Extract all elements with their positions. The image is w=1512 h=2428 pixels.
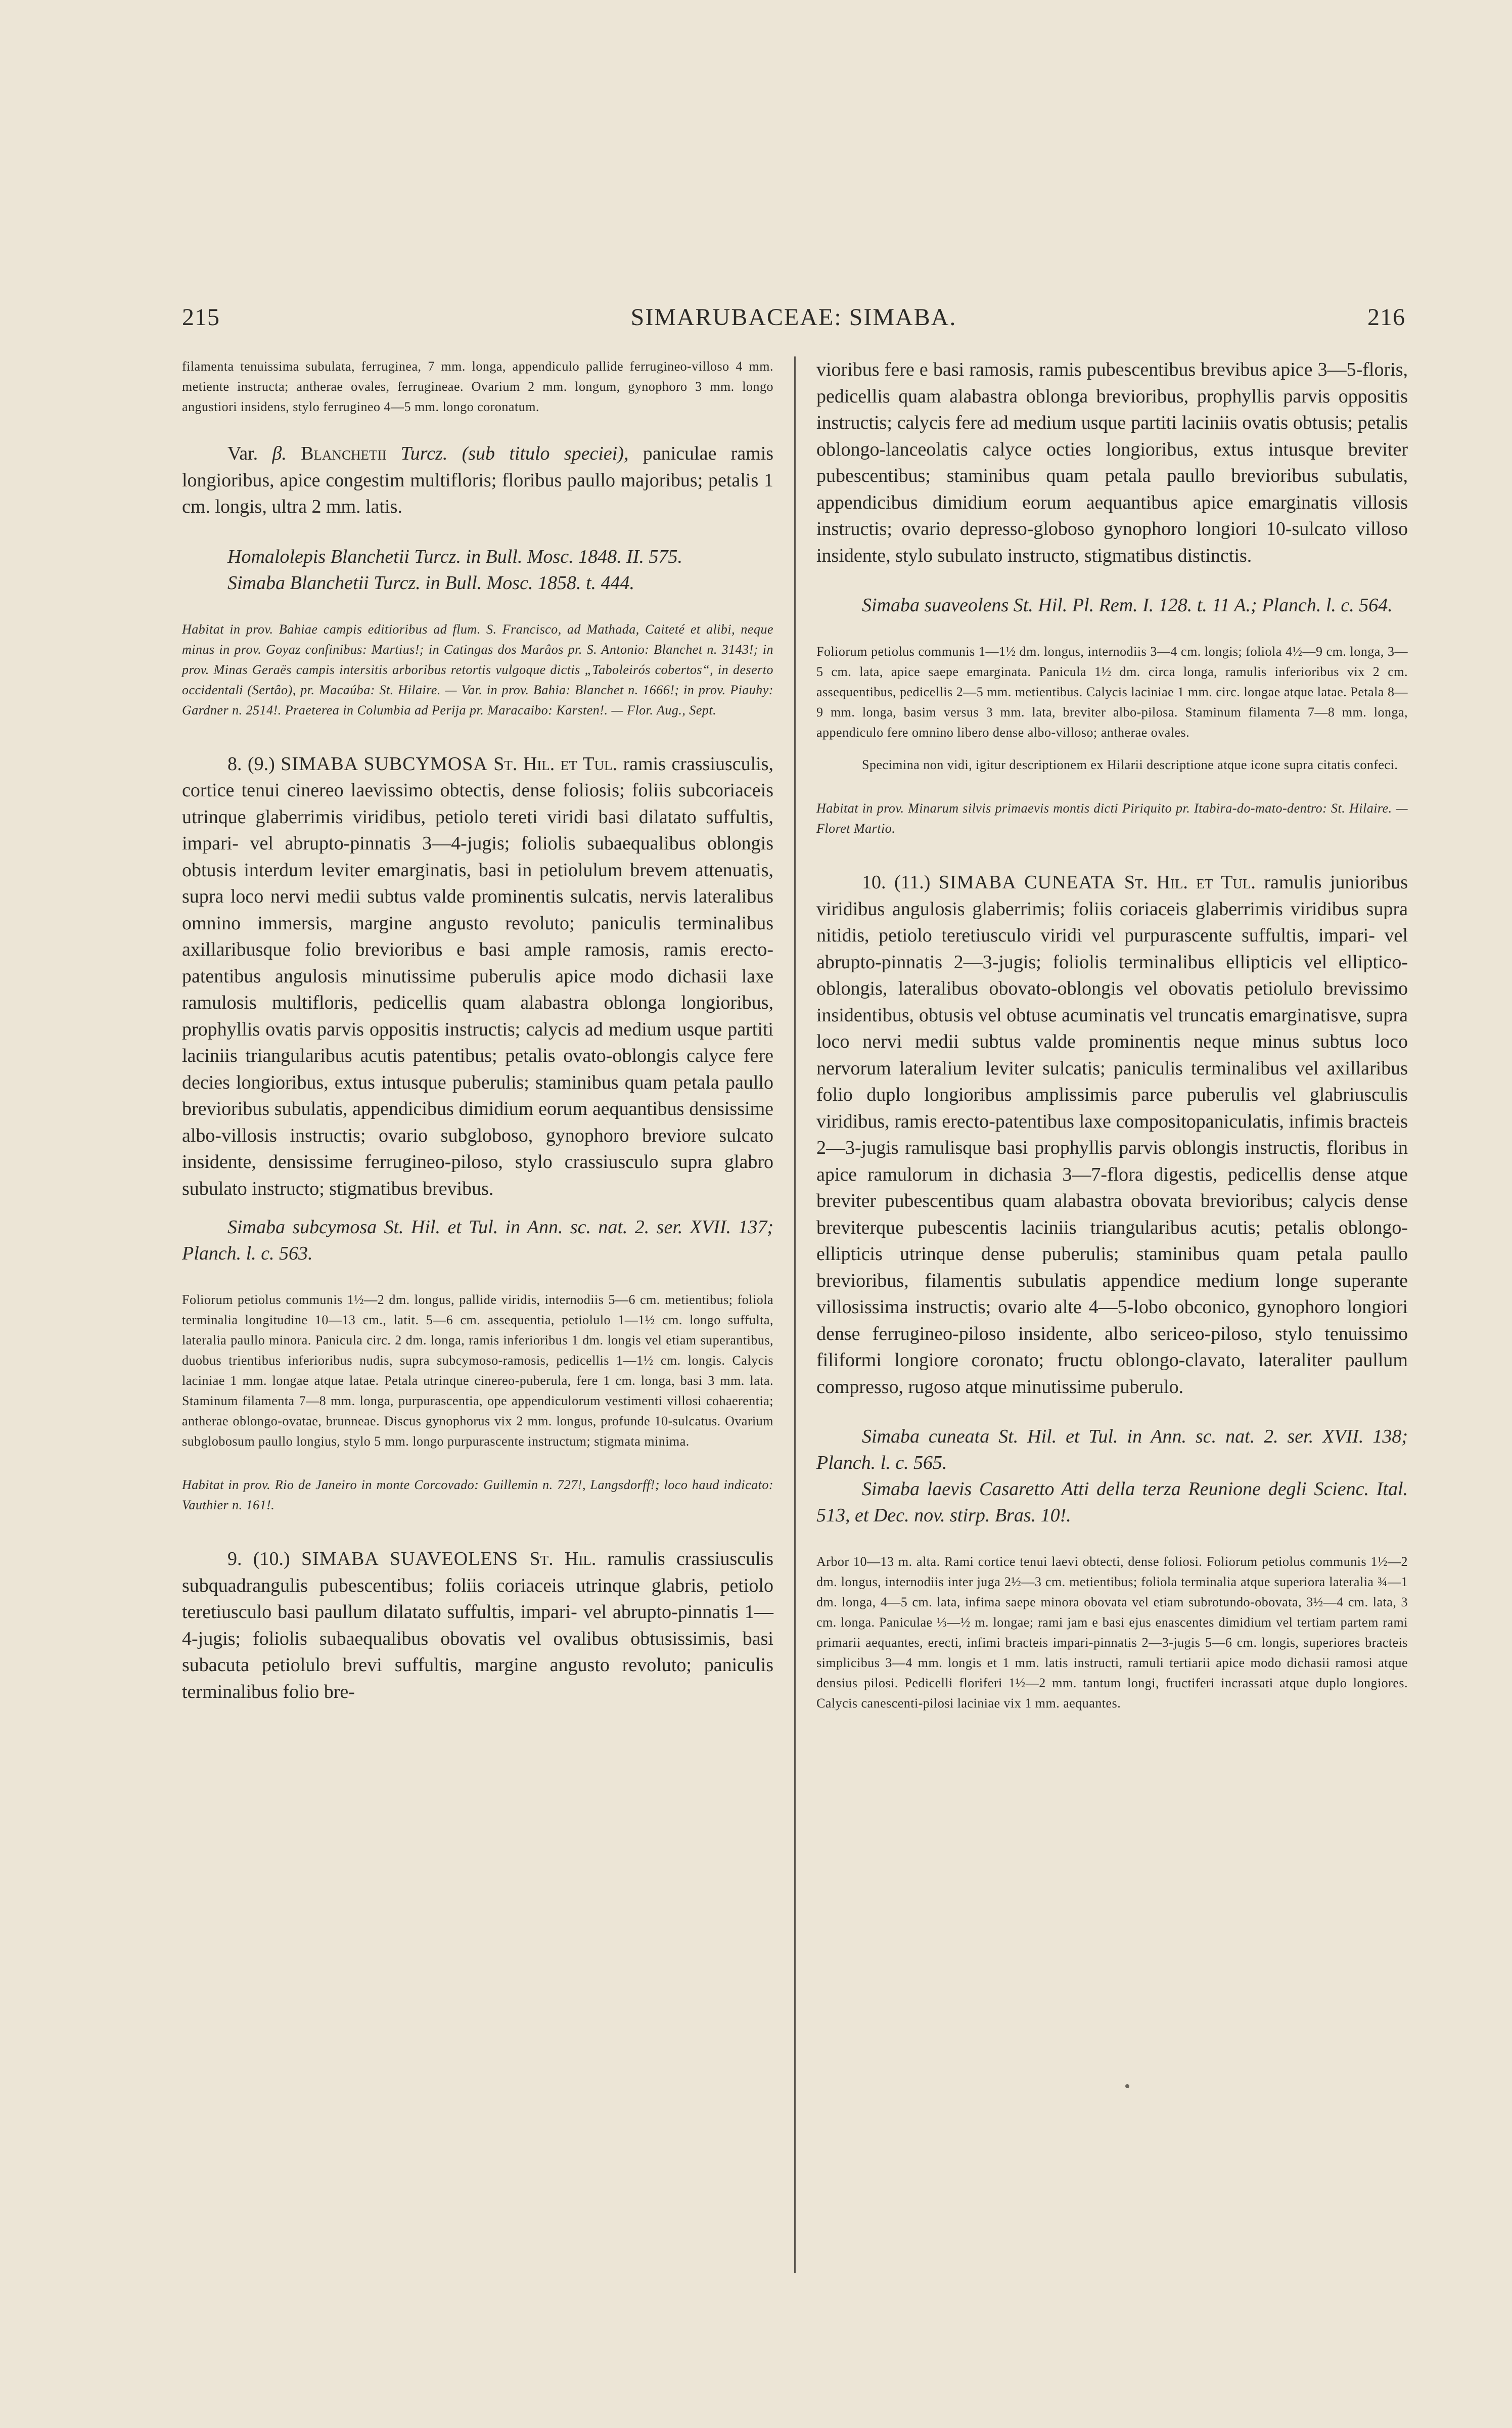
species-8-author: St. Hil. et Tul. [493,753,618,775]
right-column [816,356,1408,1714]
species-9-note: Specimina non vidi, igitur descriptionem ex Hilarii descriptione atque icone supra citatis confeci. [862,757,1398,772]
variety-beta [182,440,773,520]
species-10-synonym-cuneata: Simaba cuneata St. Hil. et Tul. in Ann. sc. nat. 2. ser. XVII. 138; Planch. l. c. 565. [816,1426,1408,1473]
species-9-name: SIMABA SUAVEOLENS [301,1548,519,1569]
variety-sign: β. [272,443,287,464]
species-9-habitat: Habitat in prov. Minarum silvis primaevis montis dicti Piriquito pr. Itabira-do-mato-dentro: St. Hilaire. — Floret Martio. [816,801,1408,836]
species-8-details: Foliorum petiolus communis 1½—2 dm. longus, pallide viridis, internodiis 5—6 cm. metientibus; foliola terminalia longitudine 10—13 cm., latit. 5—6 cm. assequentia, petiolulo 1—1½ cm. longo suffulta, lateralia paullo minora. Panicula circ. 2 dm. longa, ramis inferioribus 1 dm. longis vel etiam superantibus, duobus trientibus inferioribus nudis, supra subcymoso-ramosis, pedicellis 1—1½ cm. longis. Calycis laciniae 1 mm. longae atque latae. Petala utrinque cinereo-puberula, fere 1 cm. longa, basi 3 mm. lata. Staminum filamenta 7—8 mm. longa, purpurascentia, ope appendiculorum vestimenti villosi cohaerentia; antherae oblongo-ovatae, brunneae. Discus gynophorus vix 2 mm. longus, profunde 10-sulcatus. Ovarium subglobosum paullo longius, stylo 5 mm. longo purpurascente instructum; stigmata minima. [182,1292,773,1449]
species-10-text: ramulis junioribus viridibus angulosis glaberrimis; foliis coriaceis glaberrimis viridibus supra nitidis, petiolo teretiusculo viridi vel purpurascente suffultis, impari- vel abrupto-pinnatis 2—3-jugis; foliolis terminalibus ellipticis vel elliptico-oblongis, lateralibus obovato-oblongis vel obovatis petiolulo brevissimo insidentibus, obtusis vel obtuse acuminatis vel truncatis emarginatisve, supra loco nervi medii subtus valde prominentis neque minus subtus loco nervorum lateralium leviter sulcatis; paniculis terminalibus vel axillaribus folio duplo longioribus amplissimis parce puberulis vel glabriusculis viridibus, ramis erecto-patentibus laxe compositopaniculatis, infimis bracteis 2—3-jugis ramulisque basi prophyllis parvis oblongis instructis, floribus in apice ramulorum in dichasia 3—7-flora digestis, pedicellis dense atque breviter pubescentibus quam alabastra obovata brevioribus; calycis dense breviterque pubescentis laciniis triangularibus acutis; petalis oblongo-ellipticis utrinque dense puberulis; staminibus quam petala paullo brevioribus, filamentis subulatis appendice medium longe superante villosissima instructis; ovario alte 4—5-lobo obconico, gynophoro longiori dense ferrugineo-piloso insidente, albo sericeo-piloso, stylo tenuissimo filiformi longiore coronato; fructu oblongo-clavato, lateraliter paullum compresso, rugoso atque minutissime puberulo. [816,872,1408,1398]
variety-name: Blanchetii [301,443,387,464]
page-number-right: 216 [1367,304,1405,331]
species-8-description [182,751,773,1202]
habitat-blanchetii: Habitat in prov. Bahiae campis editioribus ad flum. S. Francisco, ad Mathada, Caiteté et alibi, neque minus in prov. Goyaz confinibus: Martius!; in Catingas dos Marâos pr. S. Antonio: Blanchet n. 3143!; in prov. Minas Geraës campis intersitis arboribus retortis vulgoque dictis „Taboleirós cobertos“, in deserto occidentali (Sertâo), pr. Macaúba: St. Hilaire. — Var. in prov. Bahia: Blanchet n. 1666!; in prov. Piauhy: Gardner n. 2514!. Praeterea in Columbia ad Perija pr. Maracaibo: Karsten!. — Flor. Aug., Sept. [182,621,773,717]
variety-description: paniculae ramis longioribus, apice congestim multifloris; floribus paullo majoribus; petalis 1 cm. longis, ultra 2 mm. latis. [182,443,774,517]
variety-author: Turcz. [400,443,448,464]
species-8-text: ramis crassiusculis, cortice tenui cinereo laevissimo obtectis, dense foliosis; foliis subcoriaceis utrinque glaberrimis viridibus, petiolo tereti viridi basi dilatato suffultis, impari- vel abrupto-pinnatis 3—4-jugis; foliolis subaequalibus oblongis obtusis interdum leviter emarginatis, basi in petiolulum brevem attenuatis, supra loco nervi medii subtus valde prominentis sulcatis, nervis lateralibus omnino immersis, margine angusto revoluto; paniculis terminalibus axillaribusque folio brevioribus e basi ample ramosis, ramis erecto-patentibus angulosis minutissime puberulis apice modo dichasii laxe ramulosis multifloris, pedicellis quam alabastra oblonga longioribus, prophyllis ovatis parvis oppositis instructis; calycis ad medium usque partiti laciniis triangularibus acutis patentibus; petalis ovato-oblongis calyce fere decies longioribus, extus intusque puberulis; staminibus quam petala paullo brevioribus subulatis, appendicibus dimidium eorum aequantibus densissime albo-villosis instructis; ovario subgloboso, gynophoro breviore sulcato insidente, densissime ferrugineo-piloso, stylo crassiusculo supra glabro subulato instructo; stigmatibus brevibus. [182,753,774,1199]
variety-label: Var. [227,443,258,464]
running-head [182,303,1405,344]
species-10-name: SIMABA CUNEATA [938,872,1116,893]
species-10-description [816,869,1408,1400]
species-10-details: Arbor 10—13 m. alta. Rami cortice tenui laevi obtecti, dense foliosi. Foliorum petiolus communis 1½—2 dm. longus, internodiis inter juga 2½—3 cm. metientibus; foliola terminalia atque superiora lateralia ¾—1 dm. longa, 4—5 cm. lata, infima saepe minora obovata vel etiam subrotundo-obovata, 3½—4 cm. lata, 3 cm. longa. Paniculae ⅓—½ m. longae; rami jam e basi ejus enascentes dimidium vel tertiam partem rami primarii aequantes, erecti, infimi bracteis impari-pinnatis 2—3-jugis 5—6 cm. longis, superiores bracteis simplicibus 3—4 mm. longis et 1 mm. latis instructi, ramuli tertiarii apice modo dichasii ramosi atque densius pilosi. Pedicelli floriferi 1½—2 mm. tantum longi, fructiferi incrassati atque duplo longiores. Calycis canescenti-pilosi laciniae vix 1 mm. aequantes. [816,1554,1408,1711]
species-9-continued: vioribus fere e basi ramosis, ramis pubescentibus brevibus apice 3—5-floris, pedicellis quam alabastra oblonga brevioribus, prophyllis parvis oppositis instructis; calycis fere ad medium usque partiti laciniis ovatis obtusis; petalis oblongo-lanceolatis calyce octies longioribus, extus intusque breviter pubescentibus; staminibus quam petala paullo brevioribus subulatis, appendicibus dimidium eorum aequantibus apice emarginatis villosis instructis; ovario depresso-globoso gynophoro longiori 10-sulcato villoso insidente, stylo subulato instructo, stigmatibus distinctis. [816,359,1408,566]
species-9-text: ramulis crassiusculis subquadrangulis pubescentibus; foliis coriaceis utrinque glabris, petiolo teretiusculo basi paullum dilatato suffultis, impari- vel abrupto-pinnatis 1—4-jugis; foliolis subaequalibus obovatis vel ovalibus obtusissimis, basi subacuta petiolulo brevi suffultis, margine angusto revoluto; paniculis terminalibus folio bre- [182,1548,774,1702]
synonym-simaba-blanchetii: Simaba Blanchetii Turcz. in Bull. Mosc. 1858. t. 444. [227,572,634,594]
species-8-synonym: Simaba subcymosa St. Hil. et Tul. in Ann. sc. nat. 2. ser. XVII. 137; Planch. l. c. 563. [182,1217,773,1264]
page-number-left: 215 [182,304,220,331]
species-10-synonym-laevis: Simaba laevis Casaretto Atti della terza Reunione degli Scienc. Ital. 513, et Dec. nov. stirp. Bras. 10!. [816,1478,1408,1526]
species-10-number: 10. (11.) [862,872,931,893]
species-9-author: St. Hil. [529,1548,597,1569]
ink-speck [1125,2084,1129,2088]
synonym-homalolepis: Homalolepis Blanchetii Turcz. in Bull. Mosc. 1848. II. 575. [227,546,682,567]
species-9-synonym: Simaba suaveolens St. Hil. Pl. Rem. I. 128. t. 11 A.; Planch. l. c. 564. [862,595,1393,616]
continued-description: filamenta tenuissima subulata, ferruginea, 7 mm. longa, appendiculo pallide ferrugineo-villoso 4 mm. metiente instructa; antherae ovales, ferrugineae. Ovarium 2 mm. longum, gynophoro 3 mm. longo angustiori insidens, stylo ferrugineo 4—5 mm. longo coronatum. [182,359,773,414]
species-8-number: 8. (9.) [227,753,275,775]
column-divider [794,356,796,2273]
variety-note: (sub titulo speciei), [462,443,629,464]
species-9-description [182,1546,773,1705]
species-9-number: 9. (10.) [227,1548,290,1569]
species-9-details: Foliorum petiolus communis 1—1½ dm. longus, internodiis 3—4 cm. longis; foliola 4½—9 cm. longa, 3—5 cm. lata, apice saepe emarginata. Panicula 1½ dm. circa longa, ramulis inferioribus vix 2 cm. assequentibus, pedicellis 2—5 mm. metientibus. Calycis laciniae 1 mm. circ. longae atque latae. Petala 8—9 mm. longa, basim versus 3 mm. lata, breviter albo-pilosa. Staminum filamenta 7—8 mm. longa, appendiculo fere omnino libero dense albo-villoso; antherae ovales. [816,644,1408,740]
species-8-habitat: Habitat in prov. Rio de Janeiro in monte Corcovado: Guillemin n. 727!, Langsdorff!; loco haud indicato: Vauthier n. 161!. [182,1477,773,1512]
species-10-author: St. Hil. et Tul. [1124,872,1256,893]
running-title: SIMARUBACEAE: SIMABA. [630,304,957,331]
left-column [182,356,773,1705]
species-8-name: SIMABA SUBCYMOSA [281,753,488,775]
